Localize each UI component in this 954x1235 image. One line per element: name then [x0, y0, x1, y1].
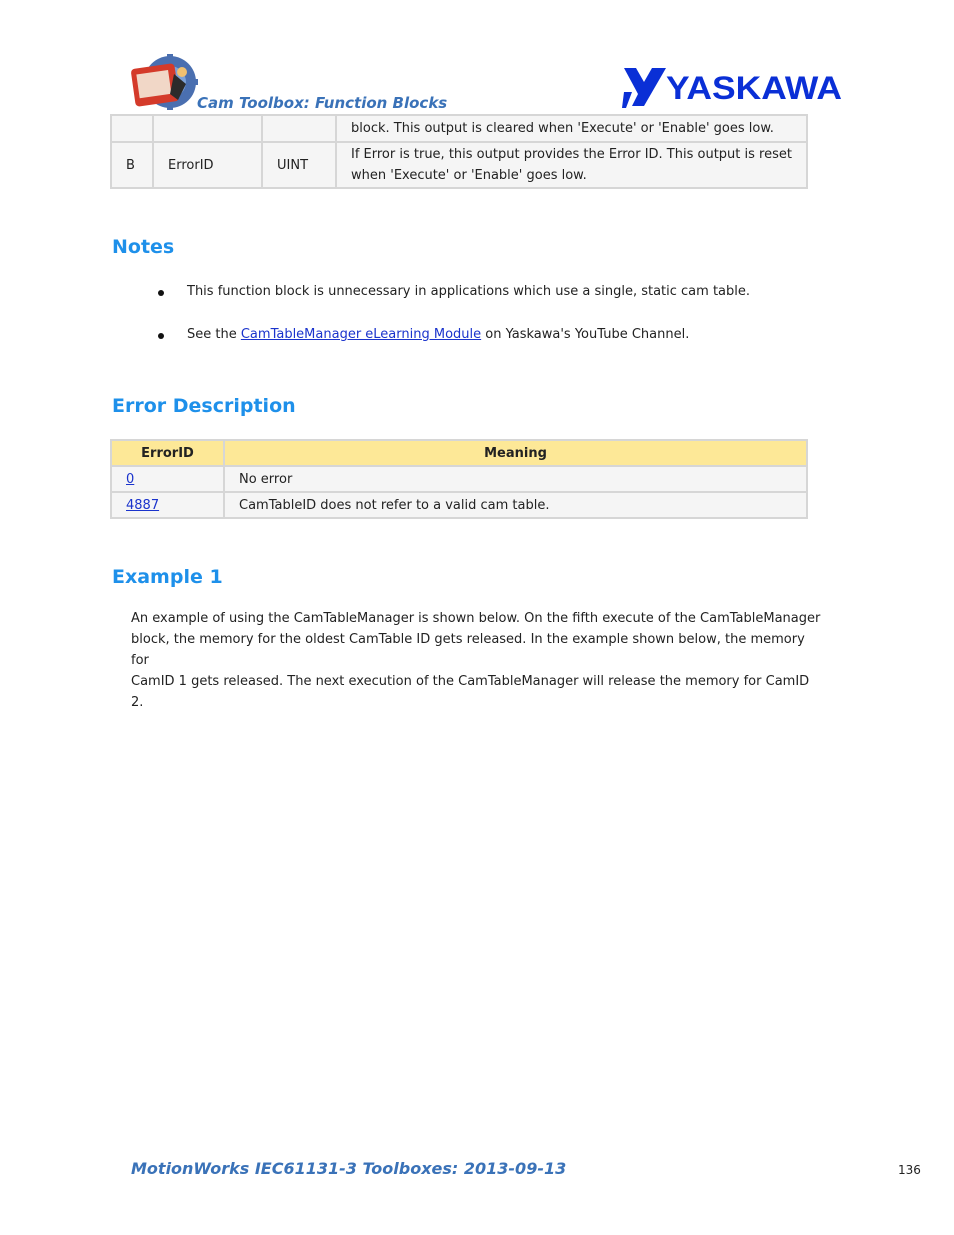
table-cell: CamTableID does not refer to a valid cam table. [224, 492, 807, 518]
cam-toolbox-logo-icon [130, 54, 200, 114]
table-cell: No error [224, 466, 807, 492]
list-item [158, 284, 798, 302]
output-description: block. This output is cleared when 'Execute' or 'Enable' goes low. [351, 120, 774, 136]
output-description-line: If Error is true, this output provides the Error ID. This output is reset [351, 147, 792, 162]
error-description-heading: Error Description [112, 395, 296, 417]
column-header-errorid: ErrorID [111, 440, 224, 466]
table-cell [153, 115, 262, 142]
table-cell: UINT [262, 142, 336, 188]
paragraph-line: CamID 1 gets released. The next execution of the CamTableManager will release the memory for CamID 2. [131, 674, 810, 710]
table-row [111, 115, 807, 142]
yaskawa-logo-text: YASKAWA [666, 70, 842, 106]
page-number: 136 [898, 1163, 921, 1177]
table-row [111, 142, 807, 188]
table-cell [336, 142, 807, 188]
note-text [187, 327, 689, 342]
error-table [110, 439, 808, 519]
table-row [111, 466, 807, 492]
header-title: Cam Toolbox: Function Blocks [197, 94, 448, 112]
paragraph-line: An example of using the CamTableManager is shown below. On the fifth execute of the CamTableManager [131, 611, 821, 626]
error-id-link[interactable]: 4887 [126, 497, 160, 513]
column-header-meaning: Meaning [224, 440, 807, 466]
table-cell [262, 115, 336, 142]
table-cell [111, 115, 153, 142]
table-cell [111, 492, 224, 518]
table-cell [336, 115, 807, 142]
note-text-prefix: See the [187, 327, 241, 342]
output-table [110, 114, 808, 189]
table-row [111, 492, 807, 518]
bullet-icon [158, 333, 164, 339]
table-cell: B [111, 142, 153, 188]
example-heading: Example 1 [112, 566, 223, 588]
list-item [158, 327, 798, 345]
paragraph-line: block, the memory for the oldest CamTable ID gets released. In the example shown below, the memory for [131, 632, 805, 668]
note-text-suffix: on Yaskawa's YouTube Channel. [481, 327, 690, 342]
bullet-icon [158, 290, 164, 296]
yaskawa-logo-icon [622, 66, 844, 110]
table-cell [111, 466, 224, 492]
elearning-module-link[interactable]: CamTableManager eLearning Module [240, 327, 482, 342]
notes-heading: Notes [112, 236, 175, 258]
example-paragraph [131, 608, 821, 713]
table-header-row [111, 440, 807, 466]
error-id-link[interactable]: 0 [126, 471, 135, 487]
note-text: This function block is unnecessary in applications which use a single, static cam table. [187, 284, 751, 299]
footer-title: MotionWorks IEC61131-3 Toolboxes: 2013-09-13 [131, 1159, 567, 1178]
output-description-line: when 'Execute' or 'Enable' goes low. [351, 168, 587, 183]
table-cell: ErrorID [153, 142, 262, 188]
